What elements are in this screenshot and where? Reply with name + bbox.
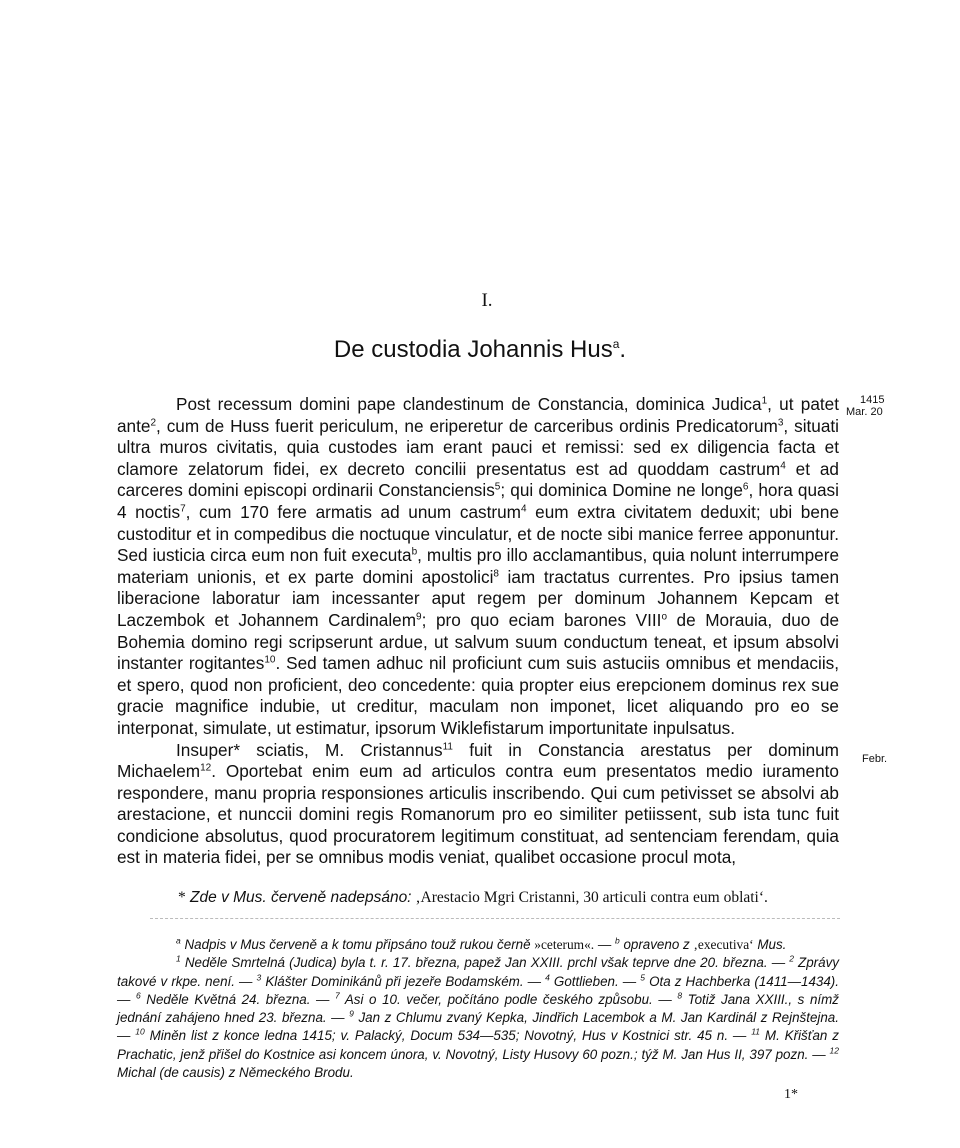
footnote-text: — (594, 937, 615, 952)
footnote-ref: 9 (416, 611, 422, 623)
text-run: , cum de Huss fuerit periculum, ne eriperetur de carceribus ordinis Predicatorum (156, 415, 778, 436)
footnote-ref: 1 (761, 395, 768, 407)
footnote-ref: 11 (442, 740, 453, 752)
text-run: ; qui dominica Domine ne longe (500, 480, 743, 501)
footnote-divider (150, 918, 840, 919)
footnote-text: Klášter Dominikánů při jezeře Bodamském. — (261, 973, 546, 989)
text-run: de Morauia, duo de Bohemia domino regi scripserunt ardue, ut salvum suum conductum teneat, et ipsum absolvi instanter rogitantes (117, 609, 840, 674)
text-run: , situati ultra muros civitatis, quia custodes iam erant pauci et remissi: sed ex diligencia facta et clamore zelatorum fidei, ex decreto concilii presentatus est ad quoddam castrum (117, 415, 839, 479)
text-run: eum extra civitatem deduxit; ubi bene custoditur et in compedibus die noctuque vinculatur, et de nocte sibi manice ferree apponuntur. Sed iusticia circa eum non fuit executa (117, 501, 839, 566)
text-run: Post recessum domini pape clandestinum de Constancia, dominica Judica (176, 394, 762, 414)
footnote-roman: ‚executiva‘ (693, 937, 754, 952)
footnote-text: Miněn list z konce ledna 1415; v. Palacký, Docum 534—535; Novotný, Hus v Kostnici str. 45 n. — (144, 1028, 752, 1044)
footnote-number: 1 (176, 953, 181, 964)
footnote-ref: 5 (494, 481, 501, 493)
footnote-number: 8 (677, 990, 683, 1001)
margin-date: Mar. 20 (846, 406, 883, 418)
footnote-number: 10 (135, 1027, 145, 1038)
footnote-text: Neděle Smrtelná (Judica) byla t. r. 17. března, papež Jan XXIII. prchl však teprve dne 20. března. — (180, 955, 790, 971)
footnote-mark: b (614, 935, 620, 946)
text-run: ; pro quo eciam barones VIII (421, 609, 662, 630)
footnote-ref: 10 (264, 654, 276, 666)
document-title (0, 336, 960, 364)
asterisk-note (178, 888, 840, 908)
text-run: et ad carceres domini episcopi ordinarii Constanciensis (117, 458, 839, 501)
footnote-text: opraveno z (619, 937, 694, 952)
footnote-number: 12 (829, 1045, 839, 1056)
footnote-text: Asi o 10. večer, počítáno podle českého způsobu. — (339, 991, 678, 1007)
footnote-ref: b (411, 546, 418, 558)
footnote-ref: 3 (777, 416, 784, 428)
text-run: , hora quasi 4 noctis (117, 480, 839, 522)
title-footnote-mark: a (612, 337, 620, 351)
margin-month-note: Febr. (862, 753, 888, 765)
footnote-text: Jan z Chlumu zvaný Kepka, Jindřich Lacembok a M. Jan Kardinál z Rejnštejna. — (117, 1010, 839, 1044)
asterisk-note-italic: Zde v Mus. červeně nadepsáno: (185, 889, 412, 906)
footnote-text: Neděle Květná 24. března. — (140, 991, 336, 1007)
text-run: , multis pro illo acclamantibus, quia nolunt interrumpere materiam unionis, et ex parte domini apostolici (117, 545, 840, 587)
text-run: iam tractatus currentes. Pro ipsius tamen liberacione laboratur iam incessanter aput regem per dominum Johannem Kepcam et Laczembok et Johannem Cardinalem (117, 566, 840, 630)
text-run: , cum 170 fere armatis ad unum castrum (185, 501, 521, 522)
asterisk-note-text: ‚Arestacio Mgri Cristanni, 30 articuli contra eum oblati‘. (411, 889, 768, 906)
footnote-number: 3 (256, 972, 262, 983)
footnote-text: Nadpis v Mus červeně a k tomu připsáno touž rukou černě (180, 937, 535, 952)
text-run: fuit in Constancia arestatus per dominum Michaelem (117, 739, 839, 782)
margin-date-note (846, 394, 884, 418)
footnote-ref: 4 (520, 503, 527, 515)
footnote-text: Mus. (753, 937, 787, 952)
footnote-text: Ota z Hachberka (1411—1434). — (117, 973, 839, 1007)
footnote-roman: »ceterum«. (534, 937, 595, 952)
footnote-ref: 7 (180, 503, 186, 515)
footnote-number: 7 (335, 990, 340, 1001)
text-run: . Oportebat enim eum ad articulos contra eum presentatos medio iuramento respondere, manu propria responsiones articulis inscribendo. Qui cum petivisset se absolvi ab arestacione, et nunccii domini regis Romanorum pro eo similiter petiissent, sub ista tunc fuit condicione absolutus, quod procuratorem legitimum constituat, ad sentenciam ferendam, quia est in materia fidei, per se omnibus modis veniat, qualibet occasione procul mota, (117, 761, 839, 868)
footnote-ref: 6 (742, 481, 749, 493)
footnote-number: 2 (789, 953, 794, 964)
footnotes (117, 936, 839, 1082)
asterisk-mark: * (178, 889, 186, 906)
title-end: . (619, 336, 627, 363)
margin-year: 1415 (860, 394, 885, 406)
footnote-number: 11 (751, 1027, 761, 1038)
footnote-text: Gottlieben. — (549, 973, 641, 989)
paragraph-2 (117, 740, 839, 870)
footnote-letters (117, 936, 839, 954)
footnote-number: 4 (545, 972, 550, 983)
footnote-numbers (117, 954, 839, 1082)
footnote-text: Totiž Jana XXIII., s nímž jednání zahájeno hned 23. března. — (117, 991, 839, 1026)
footnote-ref: 12 (200, 762, 212, 774)
ordinal-mark: o (661, 611, 667, 623)
footnote-number: 5 (640, 972, 645, 983)
section-number: I. (481, 290, 493, 311)
signature-mark: 1* (784, 1087, 798, 1102)
footnote-number: 9 (349, 1008, 354, 1019)
footnote-ref: 8 (493, 568, 499, 580)
paragraph-1 (117, 394, 839, 740)
text-run: Insuper* sciatis, M. Cristannus (176, 739, 443, 760)
text-run: , ut patet ante (117, 394, 840, 436)
text-run: . Sed tamen adhuc nil proficiunt cum suis astuciis omnibus et mendaciis, et spero, quod non proficient, deo concedente: quia propter eius erepcionem dominus rex sue gracie magnifice indubie, ut creditur, maculam non imponet, licet aliquando pro eo se interponat, simulate, ut estimatur, ipsorum Wiklefistarum importunitate inpulsatus. (117, 653, 840, 738)
footnote-text: Michal (de causis) z Německého Brodu. (117, 1065, 354, 1081)
footnote-mark: a (176, 935, 181, 946)
footnote-ref: 2 (150, 416, 157, 428)
title-text: De custodia Johannis Hus (333, 336, 613, 363)
footnote-ref: 4 (780, 460, 786, 472)
footnote-number: 6 (135, 990, 141, 1001)
footnote-text: M. Křišťan z Prachatic, jenž přišel do Kostnice asi koncem února, v. Novotný, Listy Husovy 60 pozn.; týž M. Jan Hus II, 397 pozn. — (117, 1028, 839, 1062)
main-text (117, 394, 839, 869)
footnote-text: Zprávy takové v rkpe. není. — (117, 955, 839, 989)
